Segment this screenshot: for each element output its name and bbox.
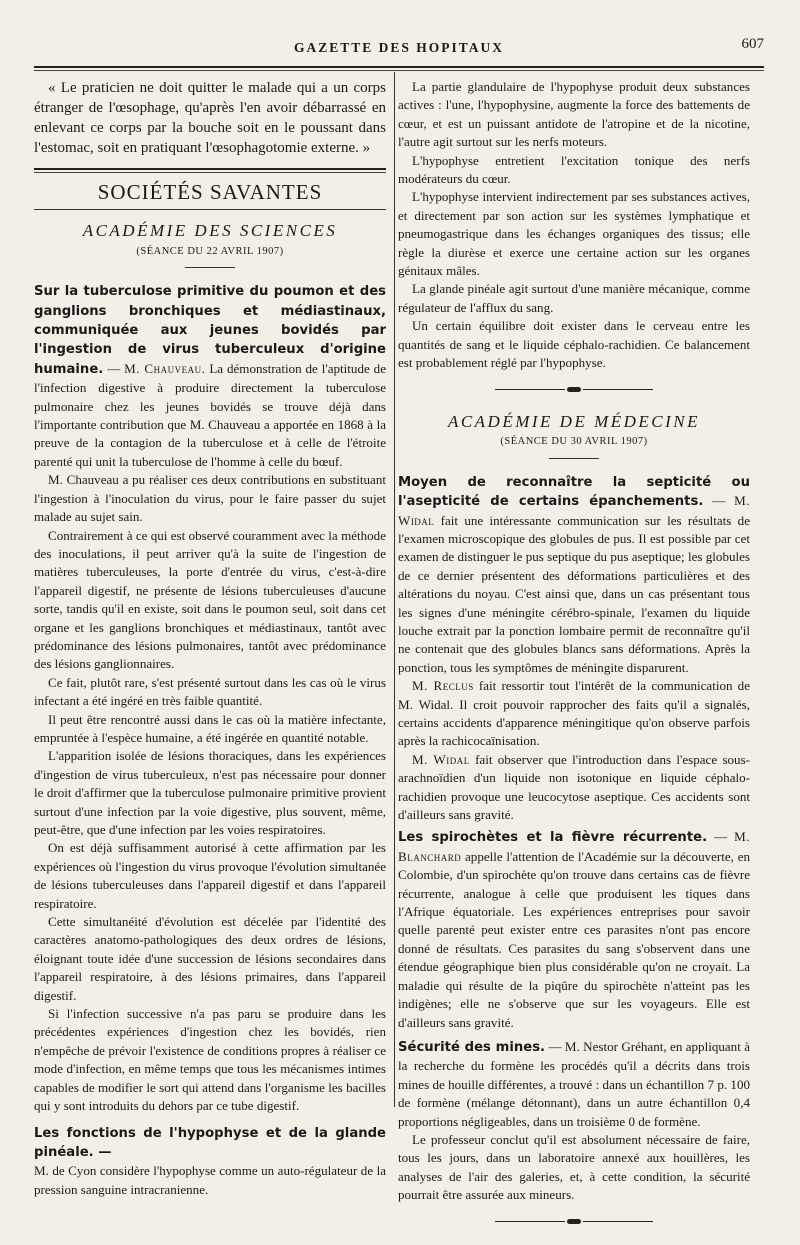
article-heading-paragraph: Sécurité des mines. — M. Nestor Gréhant, en appliquant à la recherche du formène les procédés qu'il a décrits dans trois mines de houille différentes, a trouvé : dans un échantillon 7 p. 100 de formène (mélange détonnant), dans un autre échantillon 0,4 proportions négligeables, dans un troisième 0 de formène. [398, 1038, 751, 1129]
article-heading-paragraph: Les spirochètes et la fièvre récurrente. — M. Blanchard appelle l'attention de l'Académie sur la découverte, en Colombie, d'un spirochète qu'on trouve dans certains cas de fièvre récurrente, analogue à celle que produisent les tiques dans l'Afrique équatoriale. Les expériences entreprises pour savoir quelle parenté peut exister entre ces parasites n'ont pas encore donné de résultats. Ces parasites du sang s'observent dans une étendue géographique bien plus considérable qu'on ne croyait. La maladie qui résulte de la piqûre du spirochète n'atteint pas les indigènes; elle ne s'observe que sur les voyageurs. Elle est d'ailleurs sans gravité. [398, 829, 751, 1030]
short-rule [549, 458, 599, 459]
article-heading-paragraph: Moyen de reconnaître la septicité ou l'asepticité de certains épanchements. — M. Widal fait une intéressante communication sur les résultats de l'examen microscopique des globules de pus. Il est possible par cet examen de distinguer le pus septique du pus aseptique; les globules de ce dernier présentent des déformations particulières et des altérations du noyau. C'est ainsi que, dans un cas présentant tous les signes d'une méningite cérébro-spinale, l'examen du liquide louche extrait par la ponction lombaire permit de reconnaître qu'il ne contenait que des globules blancs sans déformations. Après la ponction, tous les symptômes de méningite disparurent. [398, 474, 750, 675]
section-rule [34, 168, 386, 170]
journal-title: GAZETTE DES HOPITAUX [293, 40, 505, 55]
session-date: (SÉANCE DU 30 AVRIL 1907) [500, 436, 648, 448]
author-name: M. Chauveau. [124, 360, 206, 376]
paragraph: Ce fait, plutôt rare, s'est présenté surtout dans les cas où le virus infectant a été ingéré en très faible quantité. [34, 674, 386, 709]
paragraph: Cette simultanéité d'évolution est décelée par l'identité des caractères anatomo-pathologiques des deux ordres de lésions, éloignant toute idée d'une succession de lésions secondaires dans l'appareil respiratoire, à des lésions primaires, dans l'appareil digestif. [34, 914, 386, 1003]
session-date: (SÉANCE DU 22 AVRIL 1907) [136, 245, 284, 257]
paragraph: La démonstration de l'aptitude de l'infection digestive à produire directement la tuberculose pulmonaire chez les jeunes bovidés se trouve déjà dans l'importante contribution que M. Chauveau a apportée en 1868 à la preuve de la contagion de la tuberculose et à celle de l'étroite parenté qui unit la tuberculose de l'homme à celle du bœuf. [34, 360, 386, 469]
section-title-rule [34, 209, 386, 210]
paragraph: La partie glandulaire de l'hypophyse produit deux substances actives : l'une, l'hypophysine, augmente la force des battements de cœur, et est un puissant antidote de l'atropine et de la nicotine, l'autre agit surtout sur les nerfs moteurs. [398, 79, 750, 150]
paragraph: On est déjà suffisamment autorisé à cette affirmation par les expériences où l'ingestion du virus provoque l'évolution simultanée de lésions tuberculeuses dans l'appareil digestif et dans l'appareil respiratoire. [34, 840, 386, 911]
article-heading-paragraph [34, 1124, 386, 1163]
article-heading: Les fonctions de l'hypophyse et de la glande pinéale. — [34, 1125, 386, 1160]
paragraph: Contrairement à ce qui est observé couramment avec la méthode des inoculations, il peut arriver qu'à la suite de l'ingestion de matières tuberculeuses, la porte d'entrée du virus, c'est-à-dire l'appareil digestif, ne présente de lésions tuberculeuses d'aucune sorte, tandis qu'il en existe, soit dans le poumon seul, soit dans cet organe et les ganglions bronchiques et médiastinaux, tantôt avec prédominance des lésions pulmonaires, tantôt avec prédominance des lésions ganglionnaires. [34, 527, 386, 672]
quote-paragraph: « Le praticien ne doit quitter le malade qui a un corps étranger de l'œsophage, qu'après l'en avoir débarrassé en enlevant ce corps par la bouche soit en le poussant dans l'estomac, soit en pratiquant l'œsophagotomie externe. » [34, 80, 386, 156]
page-number: 607 [741, 36, 764, 52]
paragraph: Le professeur conclut qu'il est absolument nécessaire de faire, tous les jours, dans un laboratoire annexé aux houillères, les analyses de l'air des galeries, et, à cette condition, la sécurité pourrait être assurée aux mineurs. [398, 1131, 750, 1203]
ornament-divider [398, 1213, 750, 1231]
author-name: M. Widal [398, 493, 750, 528]
author-name: M. Blanchard [398, 829, 750, 864]
right-column [398, 78, 750, 1245]
section-rule-thin [34, 172, 386, 173]
paragraph: La glande pinéale agit surtout d'une manière mécanique, comme régulateur de l'afflux du sang. [398, 281, 750, 315]
paragraph: fait observer que l'introduction dans l'espace sous-arachnoïdien d'un liquide non isotonique en liquide céphalo-rachidien provoque une leucocytose aseptique. Ces accidents sont d'ailleurs sans gravité. [398, 751, 750, 823]
column-divider [394, 72, 395, 1107]
article-heading: Sur la tuberculose primitive du poumon et des ganglions bronchiques et médiastinaux, communiquée aux jeunes bovidés par l'ingestion de virus tuberculeux d'origine humaine. [34, 284, 386, 377]
left-column [34, 78, 386, 1199]
paragraph: en appliquant à la recherche du formène les procédés qu'il a décrits dans trois mines de houille différentes, a trouvé : dans un échantillon 7 p. 100 de formène (mélange détonnant), dans un autre échantillon 0,4 proportions négligeables, dans un troisième 0 de formène. [398, 1038, 751, 1129]
paragraph: appelle l'attention de l'Académie sur la découverte, en Colombie, d'un spirochète qu'on trouve dans certains cas de fièvre récurrente, analogue à celle que produisent les tiques dans l'Afrique équatoriale. Les expériences entreprises pour savoir quelle parenté peut exister entre ces parasites n'ont pas encore donné de résultats. Ces parasites du sang s'observent dans une étendue géographique bien plus considérable qu'on ne croyait. La maladie qui résulte de la piqûre du spirochète n'atteint pas les indigènes; elle ne s'observe que sur les voyageurs. Elle est d'ailleurs sans gravité. [398, 848, 751, 1030]
article-heading-paragraph: Sur la tuberculose primitive du poumon et des ganglions bronchiques et médiastinaux, communiquée aux jeunes bovidés par l'ingestion de virus tuberculeux d'origine humaine. — M. Chauveau. La démonstration de l'aptitude de l'infection digestive à produire directement la tuberculose pulmonaire chez les jeunes bovidés se trouve déjà dans l'importante contribution que M. Chauveau a apportée en 1868 à la preuve de la contagion de la tuberculose et à celle de l'étroite parenté qui unit la tuberculose de l'homme à celle du bœuf. [34, 284, 386, 469]
paragraph: M. Chauveau a pu réaliser ces deux contributions en substituant l'ingestion à l'inoculation du virus, pour le faire passer du sujet malade au sujet sain. [34, 472, 386, 525]
paragraph: fait une intéressante communication sur les résultats de l'examen microscopique des globules de pus. Il est possible par cet examen de distinguer le pus septique du pus aseptique; les globules de ce dernier présentent des déformations particulières et des altérations du noyau. C'est ainsi que, dans un cas présentant tous les signes d'une méningite cérébro-spinale, l'examen du liquide louche extrait par la ponction lombaire permit de reconnaître qu'il ne contenait que des globules blancs sans déformations. Après la ponction, tous les symptômes de méningite disparurent. [398, 512, 750, 675]
header-rule-thin [34, 70, 764, 71]
paragraph: Il peut être rencontré aussi dans le cas où la matière infectante, empruntée à l'espèce humaine, a été ingérée en quantité notable. [34, 711, 386, 745]
paragraph: fait ressortir tout l'intérêt de la communication de M. Widal. Il croit pouvoir rapprocher des faits qu'il a signalés, certains accidents d'apparence méningitique qu'on observe parfois après la rachicocaïnisation. [398, 678, 750, 749]
paragraph: L'apparition isolée de lésions thoraciques, dans les expériences d'ingestion de virus tuberculeux, n'est pas nécessaire pour donner le droit d'affirmer que la tuberculose pulmonaire primitive provient surtout d'une infection par la voie digestive, plus souvent, même, peut-être, que d'une infection par les voies respiratoires. [34, 748, 386, 837]
author-name: M. Nestor Gréhant, [564, 1038, 667, 1054]
academy-heading: ACADÉMIE DES SCIENCES [82, 221, 338, 241]
paragraph-with-author [398, 751, 750, 825]
header-rule [34, 66, 764, 68]
article-heading: Moyen de reconnaître la septicité ou l'asepticité de certains épanchements. [398, 474, 750, 510]
section-title: SOCIÉTÉS SAVANTES [97, 180, 323, 204]
short-rule [185, 267, 235, 268]
paragraph-with-author [398, 677, 750, 751]
paragraph: Un certain équilibre doit exister dans le cerveau entre les quantités de sang et le liquide céphalo-rachidien. Ce balancement est probablement réglé par l'hypophyse. [398, 318, 750, 371]
academy-heading: ACADÉMIE DE MÉDECINE [447, 411, 701, 431]
running-header [34, 34, 764, 58]
author-name: M. Reclus [412, 678, 474, 694]
ornament-divider [398, 381, 750, 399]
paragraph: L'hypophyse entretient l'excitation tonique des nerfs modérateurs du cœur. [398, 152, 750, 187]
paragraph: Si l'infection successive n'a pas paru se produire dans les précédentes expériences d'ingestion chez les bovidés, rien n'empêche de prévoir l'existence de conditions propres à réaliser ce mode d'infection, en même temps que tous les mécanismes intimes capables de modifier le sort qui attend dans l'organisme les bacilles qui y sont introduits du dehors par ce tube digestif. [34, 1006, 386, 1114]
paragraph: M. de Cyon considère l'hypophyse comme un auto-régulateur de la pression sanguine intracranienne. [34, 1163, 386, 1197]
article-heading: Sécurité des mines. [398, 1039, 546, 1055]
paragraph: L'hypophyse intervient indirectement par ses substances actives, et directement par son action sur les systèmes lymphatique et pneumogastrique dans les échanges organiques des tissus; elle règle la diurèse et exerce une certaine action sur les organes génitaux mâles. [398, 189, 750, 279]
author-name: M. Widal [412, 751, 470, 767]
article-heading: Les spirochètes et la fièvre récurrente. [398, 830, 708, 846]
